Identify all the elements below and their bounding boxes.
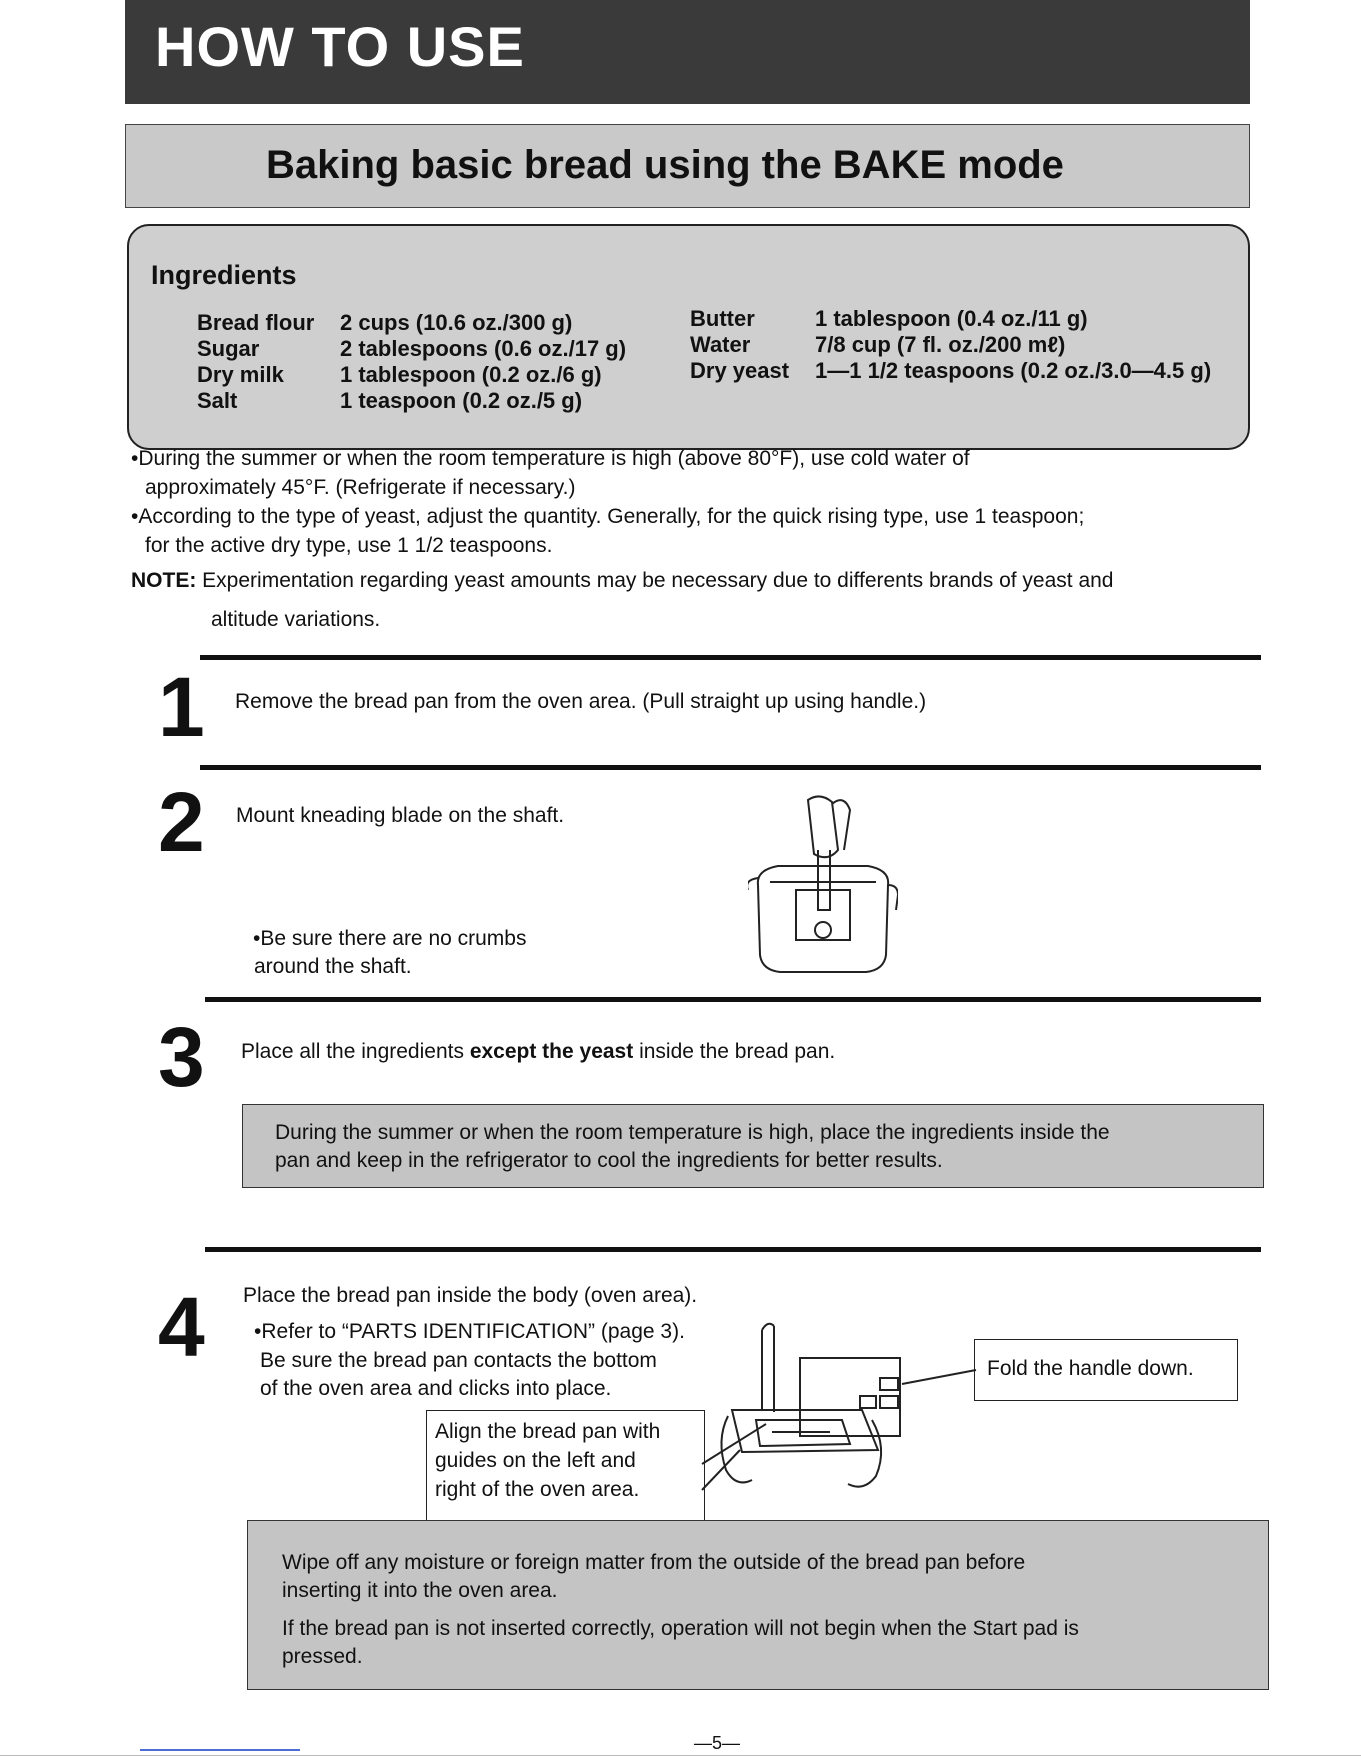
ingredient-amount: 1 teaspoon (0.2 oz./5 g)	[340, 388, 583, 413]
step-subtext: of the oven area and clicks into place.	[260, 1377, 612, 1400]
kneading-blade-illustration	[748, 790, 898, 980]
ingredient-name: Bread flour	[197, 310, 315, 335]
step-subtext: •Refer to “PARTS IDENTIFICATION” (page 3).	[254, 1320, 685, 1343]
callout-line: right of the oven area.	[435, 1478, 640, 1501]
step-subtext: around the shaft.	[254, 955, 412, 978]
step-subtext: Be sure the bread pan contacts the bottom	[260, 1349, 657, 1372]
step-number: 2	[158, 775, 205, 869]
ingredient-name: Dry milk	[197, 362, 284, 387]
note-text: Experimentation regarding yeast amounts may be necessary due to differents brands of yeast and	[202, 569, 1114, 592]
ingredient-name: Butter	[690, 306, 755, 331]
bullet-line: •According to the type of yeast, adjust the quantity. Generally, for the quick rising type, use 1 teaspoon;	[131, 505, 1085, 528]
warning-line: pressed.	[282, 1645, 363, 1668]
warning-box	[247, 1520, 1269, 1690]
ingredient-name: Dry yeast	[690, 358, 790, 383]
note	[131, 566, 1113, 595]
page-title: HOW TO USE	[155, 15, 525, 78]
warning-line: Wipe off any moisture or foreign matter from the outside of the bread pan before	[282, 1551, 1026, 1574]
tip-line: During the summer or when the room temperature is high, place the ingredients inside the	[275, 1121, 1110, 1144]
bullet-line: •During the summer or when the room temperature is high (above 80°F), use cold water of	[131, 447, 970, 470]
header-banner	[125, 0, 1250, 104]
footer-link-underline	[140, 1749, 300, 1751]
ingredient-amount: 1—1 1/2 teaspoons (0.2 oz./3.0—4.5 g)	[815, 358, 1212, 383]
page-number: —5—	[694, 1733, 741, 1753]
ingredient-name: Salt	[197, 388, 238, 413]
ingredient-amount: 1 tablespoon (0.2 oz./6 g)	[340, 362, 602, 387]
step-number: 3	[158, 1010, 205, 1104]
divider	[200, 765, 1261, 770]
step-text: Place the bread pan inside the body (oven area).	[243, 1284, 698, 1307]
ingredient-name: Water	[690, 332, 751, 357]
bullet-line: for the active dry type, use 1 1/2 teaspoons.	[145, 534, 553, 557]
step-subtext: •Be sure there are no crumbs	[253, 927, 527, 950]
ingredients-heading: Ingredients	[151, 260, 297, 290]
step-text-emphasis: except the yeast	[469, 1040, 634, 1063]
tip-box	[242, 1104, 1264, 1188]
ingredient-amount: 2 tablespoons (0.6 oz./17 g)	[340, 336, 627, 361]
divider	[205, 1247, 1261, 1252]
step-text-part: inside the bread pan.	[633, 1040, 836, 1063]
step-text	[241, 1040, 835, 1064]
warning-line: If the bread pan is not inserted correctly, operation will not begin when the Start pad is	[282, 1617, 1079, 1640]
ingredient-name: Sugar	[197, 336, 260, 361]
callout-fold: Fold the handle down.	[974, 1339, 1238, 1401]
divider	[205, 997, 1261, 1002]
callout-leader-line	[900, 1350, 980, 1390]
callout-align	[426, 1410, 705, 1526]
ingredient-amount: 7/8 cup (7 fl. oz./200 mℓ)	[815, 332, 1066, 357]
step-number: 1	[158, 660, 205, 754]
tip-line: pan and keep in the refrigerator to cool the ingredients for better results.	[275, 1149, 943, 1172]
callout-leader-line	[700, 1420, 770, 1520]
footer-divider	[0, 1755, 1361, 1756]
step-number: 4	[158, 1280, 205, 1374]
note-text: altitude variations.	[211, 608, 381, 631]
bullet-item	[131, 444, 970, 502]
ingredient-amount: 2 cups (10.6 oz./300 g)	[340, 310, 573, 335]
callout-line: Align the bread pan with	[435, 1420, 661, 1443]
step-text: Remove the bread pan from the oven area. (Pull straight up using handle.)	[235, 690, 927, 713]
ingredient-amount: 1 tablespoon (0.4 oz./11 g)	[815, 306, 1088, 331]
callout-line: guides on the left and	[435, 1449, 636, 1472]
warning-line: inserting it into the oven area.	[282, 1579, 558, 1602]
divider	[200, 655, 1261, 660]
bullet-item	[131, 502, 1084, 560]
ingredients-box	[127, 224, 1250, 450]
step-text-part: Place all the ingredients	[241, 1040, 470, 1063]
section-title-box	[125, 124, 1250, 208]
step-text: Mount kneading blade on the shaft.	[236, 804, 565, 827]
note-label: NOTE:	[131, 569, 197, 592]
bullet-line: approximately 45°F. (Refrigerate if necessary.)	[145, 476, 576, 499]
section-title: Baking basic bread using the BAKE mode	[266, 143, 1064, 187]
